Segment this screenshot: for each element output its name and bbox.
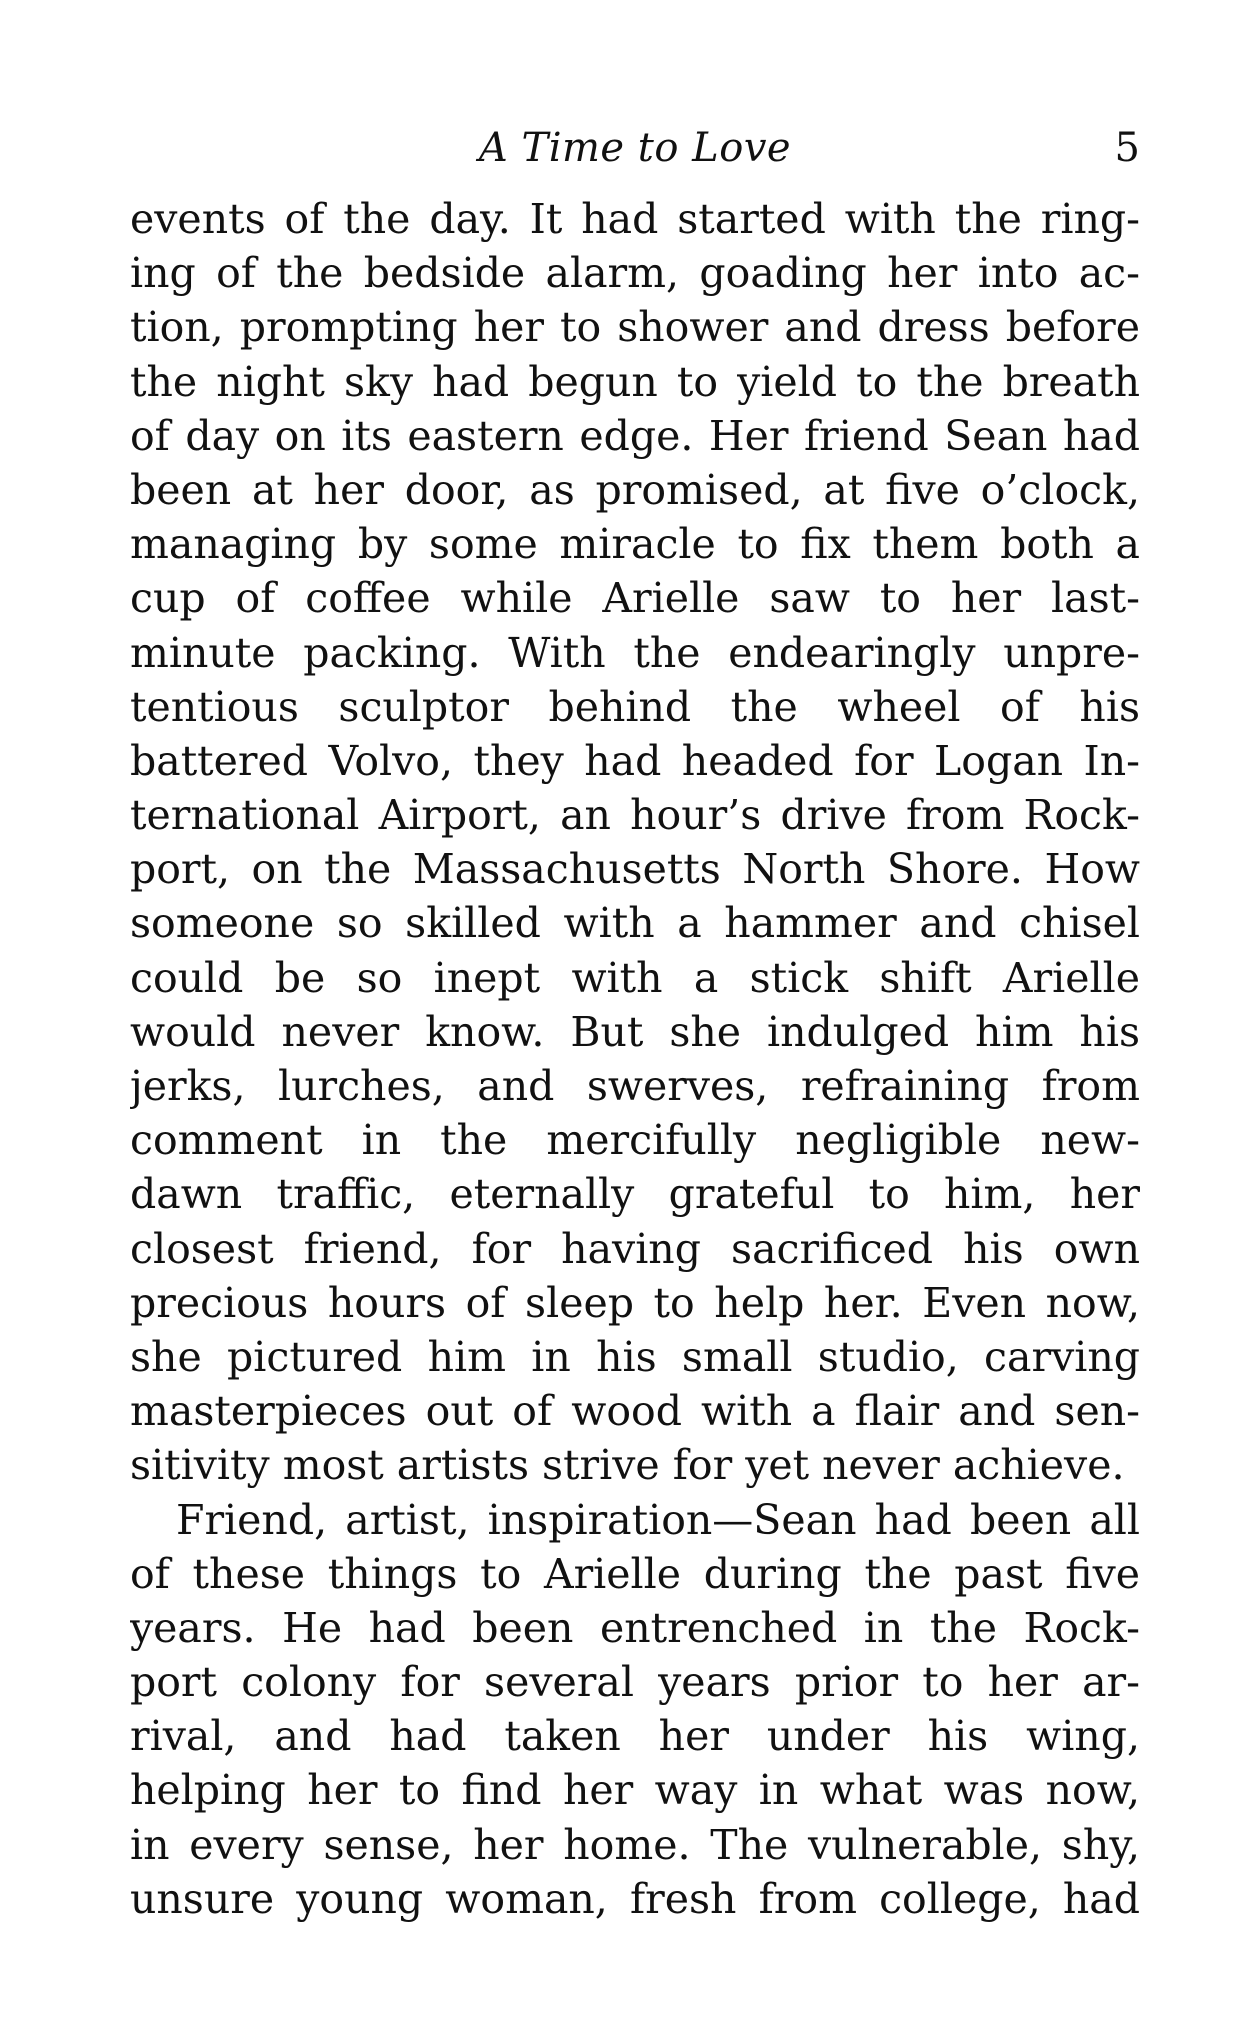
text-line: masterpieces out of wood with a flair and sen- xyxy=(130,1387,1140,1436)
text-line: would never know. But she indulged him his xyxy=(130,1007,1140,1056)
text-line: precious hours of sleep to help her. Even now, xyxy=(130,1278,1140,1327)
text-line: jerks, lurches, and swerves, refraining from xyxy=(130,1062,1140,1110)
text-line: events of the day. It had started with the ring- xyxy=(130,195,1140,243)
text-line: of day on its eastern edge. Her friend Sean had xyxy=(130,411,1140,460)
text-line: tentious sculptor behind the wheel of his xyxy=(130,682,1140,731)
running-title: A Time to Love xyxy=(478,125,792,171)
text-line: port colony for several years prior to her ar- xyxy=(130,1658,1140,1707)
text-line: closest friend, for having sacrificed his own xyxy=(130,1224,1140,1273)
text-line: dawn traffic, eternally grateful to him, her xyxy=(130,1170,1140,1219)
text-line: managing by some miracle to fix them both a xyxy=(130,520,1140,569)
text-line: helping her to find her way in what was now, xyxy=(130,1766,1140,1815)
text-line: been at her door, as promised, at five o’clock, xyxy=(130,465,1140,514)
body-text xyxy=(130,192,1140,1926)
text-line: someone so skilled with a hammer and chisel xyxy=(130,899,1140,948)
text-line: the night sky had begun to yield to the breath xyxy=(130,357,1140,406)
text-line: tion, prompting her to shower and dress before xyxy=(130,303,1140,352)
text-line: cup of coffee while Arielle saw to her last- xyxy=(130,574,1140,623)
text-line: port, on the Massachusetts North Shore. How xyxy=(130,845,1140,894)
text-line: rival, and had taken her under his wing, xyxy=(130,1712,1140,1761)
text-line: comment in the mercifully negligible new- xyxy=(130,1116,1140,1165)
text-line: years. He had been entrenched in the Rock- xyxy=(130,1603,1140,1652)
page-number: 5 xyxy=(1114,125,1140,171)
text-line: in every sense, her home. The vulnerable, shy, xyxy=(130,1820,1140,1869)
text-line: ternational Airport, an hour’s drive from Rock- xyxy=(130,791,1140,840)
text-line: battered Volvo, they had headed for Logan In- xyxy=(130,736,1140,785)
text-line: she pictured him in his small studio, carving xyxy=(130,1332,1140,1381)
text-line: minute packing. With the endearingly unpre- xyxy=(130,628,1140,677)
text-line: of these things to Arielle during the past five xyxy=(130,1549,1140,1598)
text-line: could be so inept with a stick shift Arielle xyxy=(130,953,1140,1002)
running-head xyxy=(130,120,1140,176)
text-line: unsure young woman, fresh from college, had xyxy=(130,1874,1140,1923)
text-line: ing of the bedside alarm, goading her into ac- xyxy=(130,249,1140,298)
text-line: sitivity most artists strive for yet never achieve. xyxy=(130,1441,1125,1490)
text-line: Friend, artist, inspiration—Sean had been all xyxy=(176,1495,1140,1544)
